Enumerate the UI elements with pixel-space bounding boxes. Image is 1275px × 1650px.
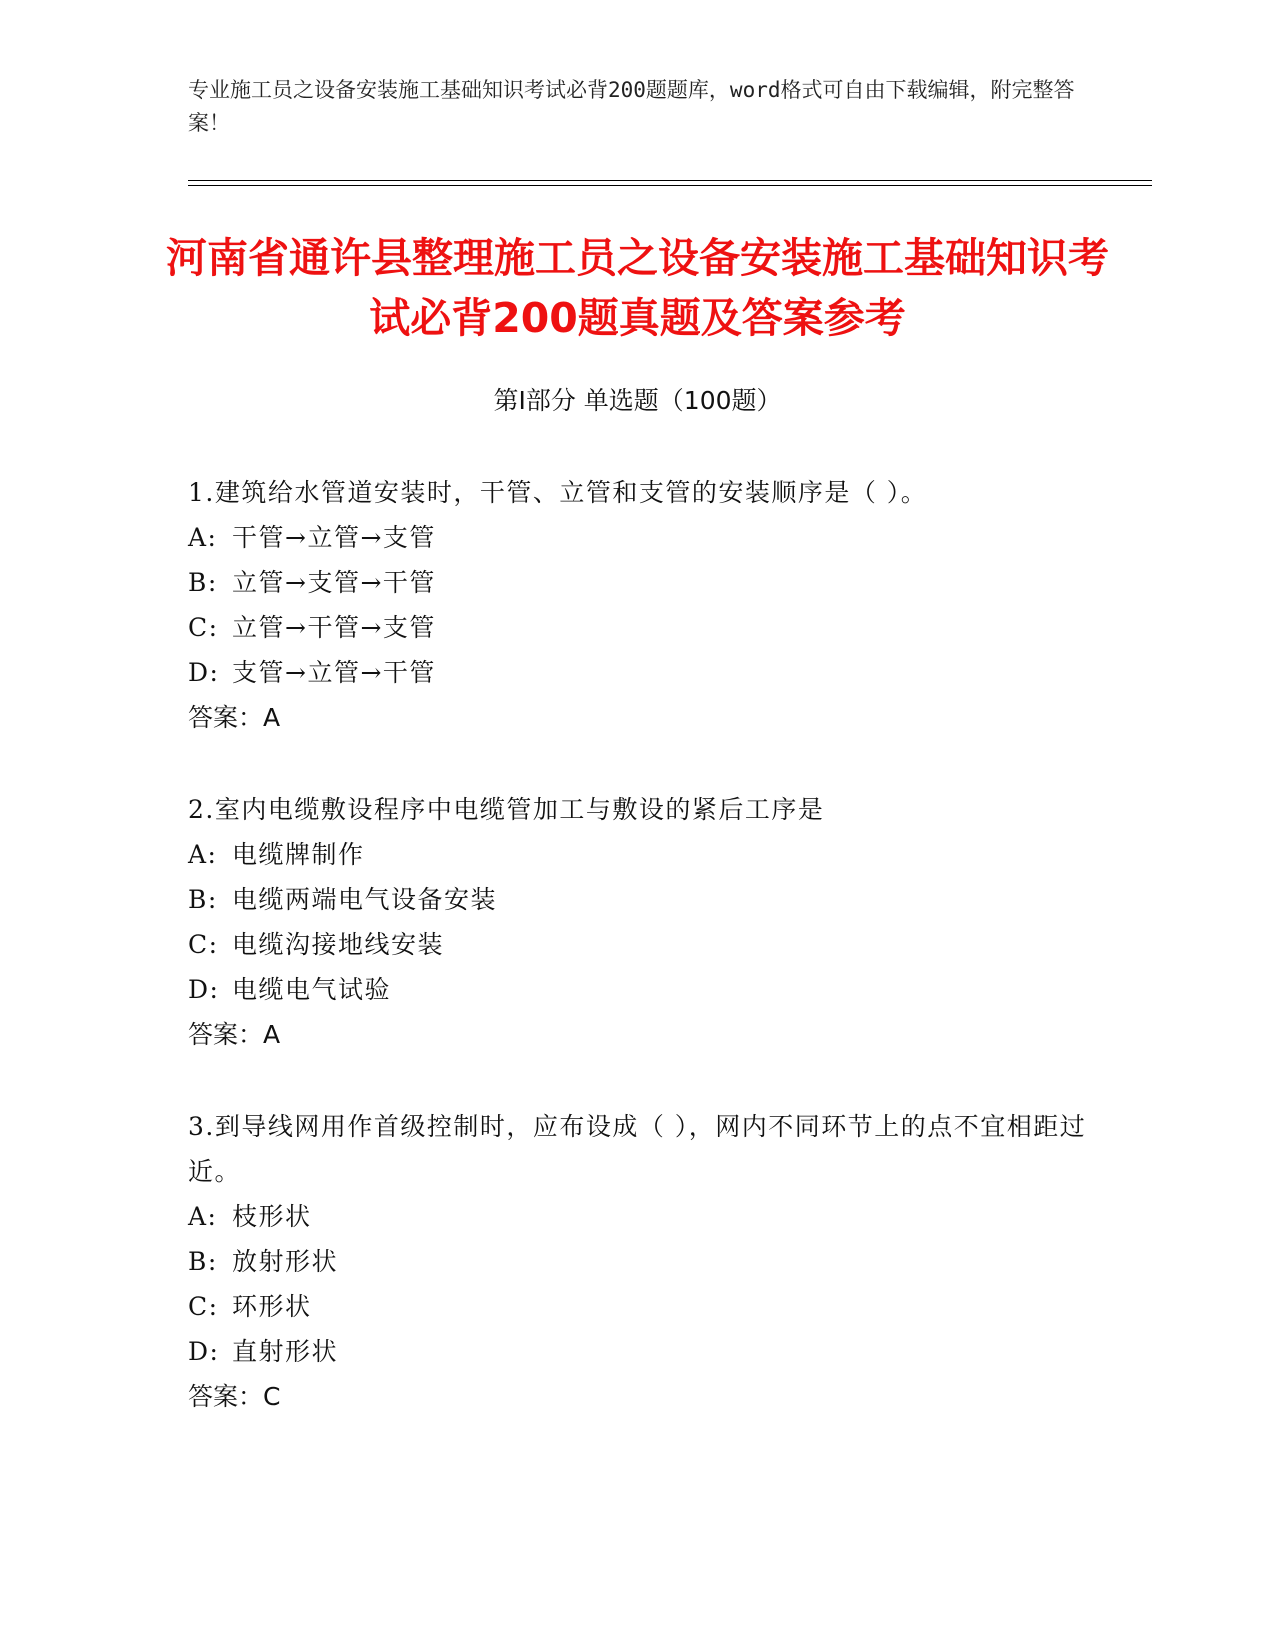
page-title: 河南省通许县整理施工员之设备安装施工基础知识考试必背200题真题及答案参考 [166,234,1109,342]
option-b [188,560,1088,605]
option-d [188,967,1088,1012]
question-item [188,470,1088,740]
option-letter: D: [188,658,220,687]
option-c [188,605,1088,650]
question-item [188,787,1088,1057]
answer-value: A [263,703,281,732]
option-text: 电缆电气试验 [232,975,392,1004]
option-text: 电缆两端电气设备安装 [232,885,498,914]
option-letter: D: [188,975,220,1004]
option-letter: C: [188,1292,219,1321]
option-text: 立管→支管→干管 [232,568,436,597]
option-letter: D: [188,1337,220,1366]
option-letter: A: [188,523,218,552]
option-letter: B: [188,1247,218,1276]
option-text: 支管→立管→干管 [232,658,436,687]
option-a [188,1194,1088,1239]
answer-label: 答案： [188,703,264,732]
option-text: 直射形状 [232,1337,339,1366]
question-item [188,1104,1088,1419]
option-text: 枝形状 [232,1202,312,1231]
option-b [188,1239,1088,1284]
option-text: 干管→立管→支管 [232,523,436,552]
option-letter: B: [188,568,218,597]
option-text: 电缆沟接地线安装 [232,930,445,959]
option-letter: A: [188,1202,218,1231]
answer-value: C [263,1382,281,1411]
option-letter: B: [188,885,218,914]
option-d [188,1329,1088,1374]
option-text: 放射形状 [232,1247,339,1276]
answer-line [188,695,1088,740]
question-list [188,470,1088,1466]
option-letter: A: [188,840,218,869]
answer-line [188,1374,1088,1419]
answer-label: 答案： [188,1382,264,1411]
option-d [188,650,1088,695]
question-stem: 3.到导线网用作首级控制时，应布设成（ ），网内不同环节上的点不宜相距过近。 [188,1112,1087,1186]
question-stem: 2.室内电缆敷设程序中电缆管加工与敷设的紧后工序是 [188,795,825,824]
header-divider-bottom [188,185,1152,186]
question-stem: 1.建筑给水管道安装时，干管、立管和支管的安装顺序是（ ）。 [188,478,928,507]
option-b [188,877,1088,922]
answer-label: 答案： [188,1020,264,1049]
option-c [188,922,1088,967]
header-divider-top [188,180,1152,181]
header-note: 专业施工员之设备安装施工基础知识考试必背200题题库，word格式可自由下载编辑，附完整答案！ [188,78,1075,135]
option-a [188,832,1088,877]
option-letter: C: [188,613,219,642]
option-a [188,515,1088,560]
option-text: 环形状 [232,1292,312,1321]
option-c [188,1284,1088,1329]
option-text: 立管→干管→支管 [232,613,436,642]
option-letter: C: [188,930,219,959]
answer-value: A [263,1020,281,1049]
option-text: 电缆牌制作 [232,840,365,869]
answer-line [188,1012,1088,1057]
section-title: 第Ⅰ部分 单选题（100题） [493,386,782,415]
